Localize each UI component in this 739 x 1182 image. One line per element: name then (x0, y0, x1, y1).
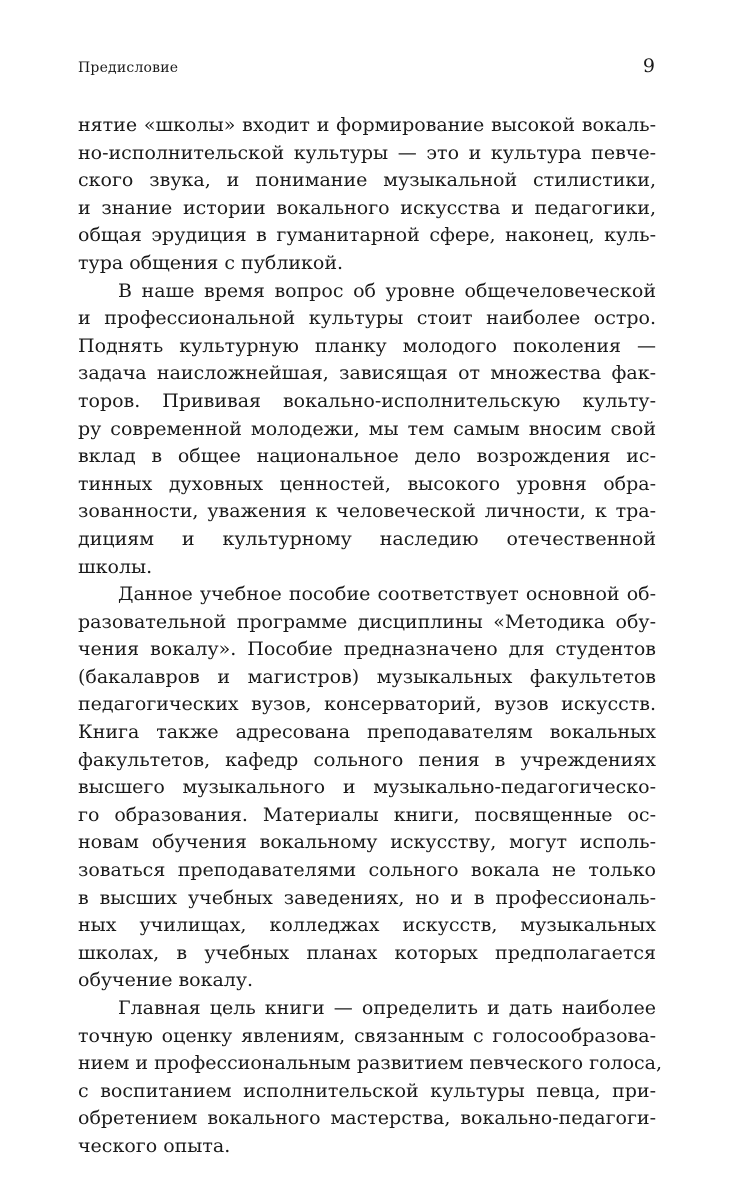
text-line: зованности, уважения к человеческой личности, к тра- (78, 500, 656, 523)
text-line: чения вокалу». Пособие предназначено для студентов (78, 638, 656, 661)
paragraph (78, 112, 656, 278)
text-line: обучение вокалу. (78, 969, 254, 992)
text-line: Главная цель книги — определить и дать наиболее (118, 997, 656, 1019)
text-line: факультетов, кафедр сольного пения в учреждениях (78, 748, 656, 771)
text-line: Данное учебное пособие соответствует основной об- (118, 583, 656, 606)
text-line: тинных духовных ценностей, высокого уровня обра- (78, 472, 656, 495)
text-line: школах, в учебных планах которых предполагается (78, 941, 656, 964)
paragraph (78, 581, 656, 995)
page-number: 9 (642, 55, 655, 77)
text-line: педагогических вузов, консерваторий, вузов искусств. (78, 693, 656, 716)
text-line: дициям и культурному наследию отечественной (78, 527, 656, 550)
text-line: (бакалавров и магистров) музыкальных факультетов (78, 665, 656, 688)
text-line: и профессиональной культуры стоит наиболее остро. (78, 307, 656, 330)
text-line: в высших учебных заведениях, но и в профессиональ- (78, 886, 656, 909)
text-line: ных училищах, колледжах искусств, музыкальных (78, 914, 656, 937)
text-line: го образования. Материалы книги, посвященные ос- (78, 803, 656, 826)
text-line: ру современной молодежи, мы тем самым вносим свой (78, 417, 656, 440)
text-line: тура общения с публикой. (78, 251, 344, 274)
text-line: новам обучения вокальному искусству, могут исполь- (78, 831, 656, 854)
body-text (78, 112, 663, 1161)
text-line: нятие «школы» входит и формирование высокой вокаль- (78, 114, 656, 136)
text-line: торов. Прививая вокально-исполнительскую культу- (78, 389, 656, 412)
text-line: высшего музыкального и музыкально-педагогическо- (78, 776, 656, 799)
paragraph (78, 995, 663, 1161)
text-line: зоваться преподавателями сольного вокала не только (78, 859, 656, 882)
text-line: и знание истории вокального искусства и педагогики, (78, 196, 656, 219)
text-line: ческого опыта. (78, 1134, 231, 1157)
text-line: задача наисложнейшая, зависящая от множества фак- (78, 362, 656, 385)
text-line: точную оценку явлениям, связанным с голосообразова- (78, 1024, 656, 1047)
text-line: Книга также адресована преподавателям вокальных (78, 721, 656, 744)
text-line: школы. (78, 555, 153, 578)
text-line: с воспитанием исполнительской культуры певца, при- (78, 1079, 656, 1102)
text-line: вклад в общее национальное дело возрождения ис- (78, 445, 656, 468)
text-line: ского звука, и понимание музыкальной стилистики, (78, 169, 656, 192)
text-line: разовательной программе дисциплины «Методика обу- (78, 610, 656, 633)
running-title: Предисловие (78, 60, 179, 76)
text-line: общая эрудиция в гуманитарной сфере, наконец, куль- (78, 224, 656, 247)
text-line: Поднять культурную планку молодого поколения — (78, 334, 656, 357)
text-line: нием и профессиональным развитием певческого голоса, (78, 1052, 663, 1075)
text-line: но-исполнительской культуры — это и культура певче- (78, 141, 656, 164)
paragraph (78, 278, 656, 582)
text-line: В наше время вопрос об уровне общечеловеческой (118, 279, 656, 302)
text-line: обретением вокального мастерства, вокально-педагоги- (78, 1107, 656, 1130)
